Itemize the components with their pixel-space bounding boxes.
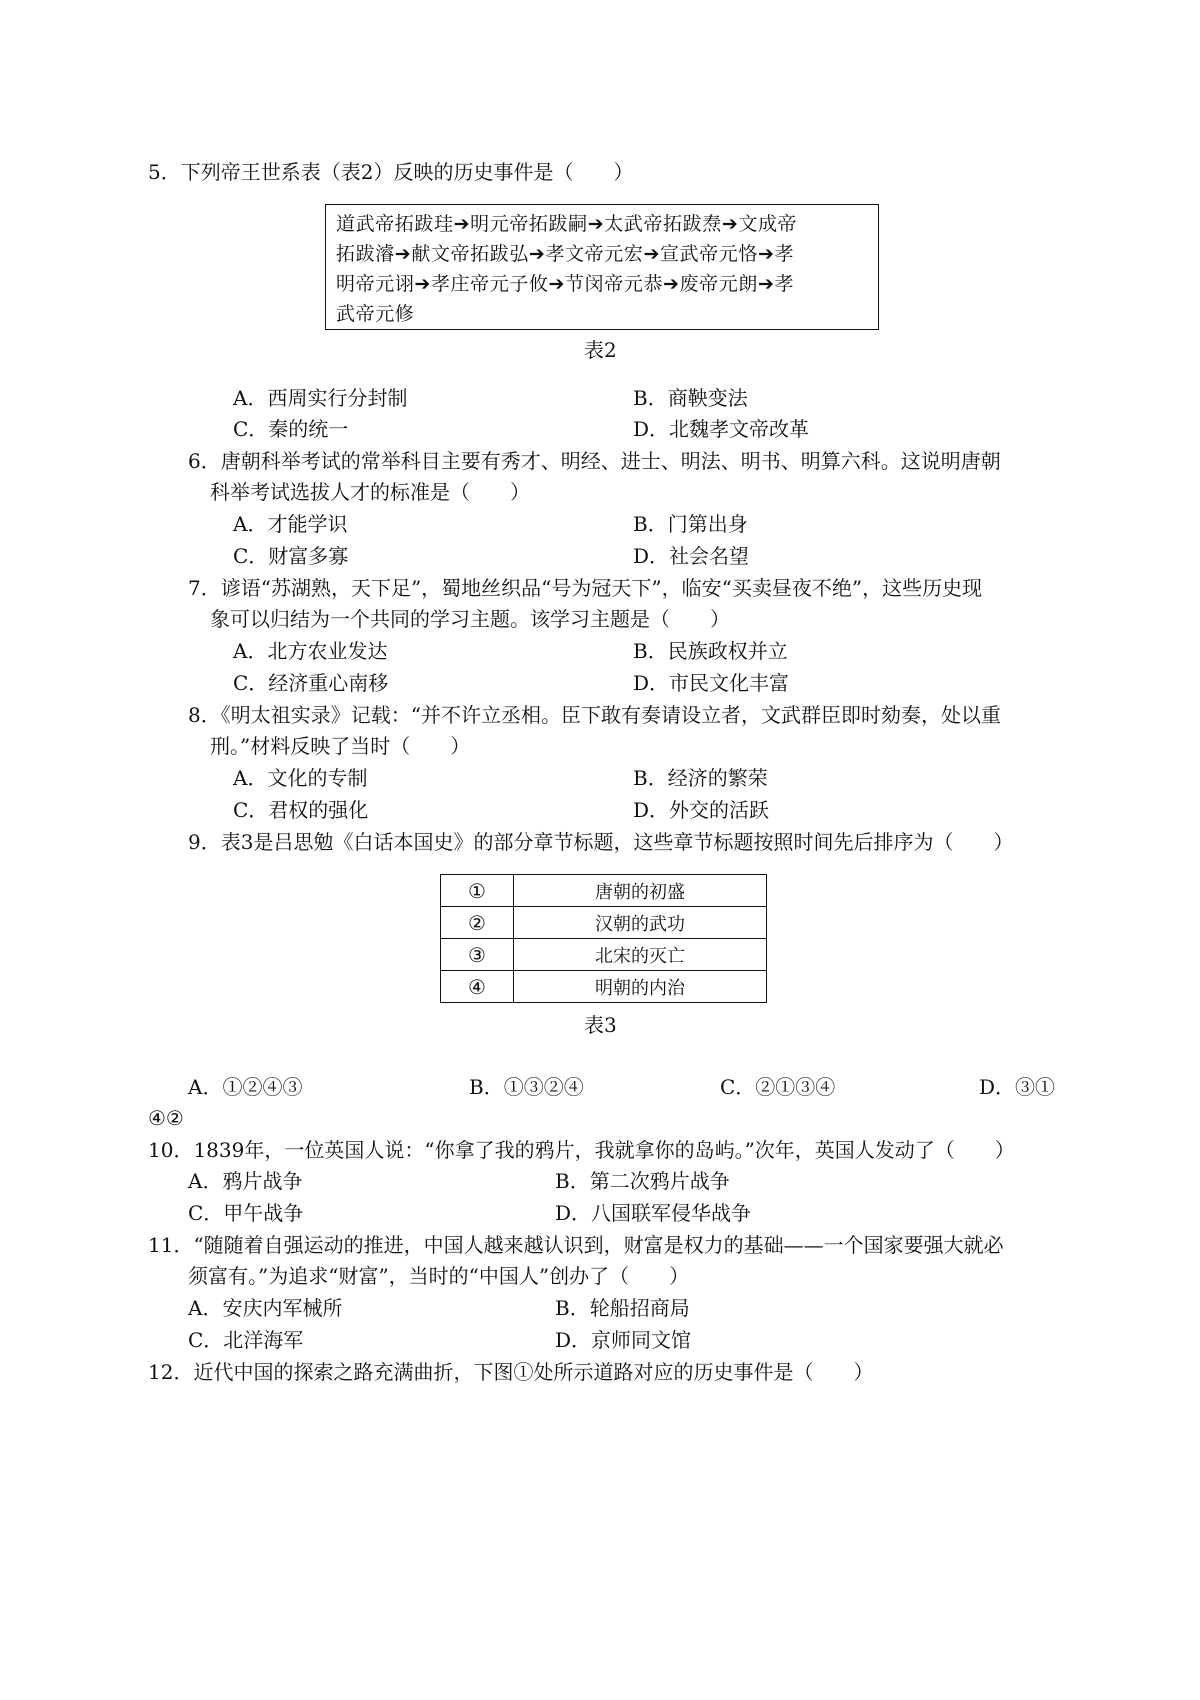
question-9-option-c: C．②①③④ bbox=[720, 1075, 836, 1099]
question-12-stem: 12．近代中国的探索之路充满曲折，下图①处所示道路对应的历史事件是（ ） bbox=[148, 1360, 874, 1384]
table-2-emperor-lineage bbox=[325, 204, 879, 330]
table-3-cell-title: 北宋的灭亡 bbox=[514, 939, 767, 971]
question-7-option-c: C．经济重心南移 bbox=[233, 671, 389, 695]
table-3-cell-number: ② bbox=[441, 907, 514, 939]
question-8-option-a: A．文化的专制 bbox=[233, 766, 368, 790]
question-6-stem-line-1: 6．唐朝科举考试的常举科目主要有秀才、明经、进士、明法、明书、明算六科。这说明唐朝 bbox=[188, 449, 1001, 473]
table-3-chapter-titles bbox=[440, 874, 767, 1003]
question-5-option-a: A．西周实行分封制 bbox=[233, 386, 408, 410]
question-7-stem-line-2: 象可以归结为一个共同的学习主题。该学习主题是（ ） bbox=[210, 607, 730, 631]
question-9-stem: 9．表3是吕思勉《白话本国史》的部分章节标题，这些章节标题按照时间先后排序为（ ） bbox=[188, 830, 1014, 854]
question-8-option-b: B．经济的繁荣 bbox=[633, 766, 768, 790]
question-7-option-d: D．市民文化丰富 bbox=[633, 671, 790, 695]
question-8-stem-line-2: 刑。”材料反映了当时（ ） bbox=[210, 734, 471, 758]
table-3-caption: 表3 bbox=[584, 1013, 617, 1037]
table-3-cell-title: 唐朝的初盛 bbox=[514, 875, 767, 907]
question-11-option-d: D．京师同文馆 bbox=[555, 1328, 692, 1352]
question-9-option-a: A．①②④③ bbox=[188, 1075, 303, 1099]
table-3-cell-number: ③ bbox=[441, 939, 514, 971]
question-11-stem-line-2: 须富有。”为追求“财富”，当时的“中国人”创办了（ ） bbox=[188, 1264, 690, 1288]
question-11-option-b: B．轮船招商局 bbox=[555, 1296, 690, 1320]
table-row bbox=[441, 875, 767, 907]
question-10-option-c: C．甲午战争 bbox=[188, 1201, 304, 1225]
table-row bbox=[441, 939, 767, 971]
question-11-stem-line-1: 11．“随随着自强运动的推进，中国人越来越认识到，财富是权力的基础——一个国家要强大就必 bbox=[148, 1233, 1004, 1257]
table-2-line: 拓跋濬➔献文帝拓跋弘➔孝文帝元宏➔宣武帝元恪➔孝 bbox=[336, 243, 795, 265]
question-5-option-b: B．商鞅变法 bbox=[633, 386, 748, 410]
question-5-option-d: D．北魏孝文帝改革 bbox=[633, 417, 810, 441]
question-6-option-c: C．财富多寡 bbox=[233, 544, 349, 568]
question-7-stem-line-1: 7．谚语“苏湖熟，天下足”，蜀地丝织品“号为冠天下”，临安“买卖昼夜不绝”，这些历史现 bbox=[188, 576, 983, 600]
question-6-option-b: B．门第出身 bbox=[633, 512, 748, 536]
question-9-option-d-wrap: ④② bbox=[148, 1106, 184, 1130]
question-10-option-a: A．鸦片战争 bbox=[188, 1169, 303, 1193]
question-6-option-a: A．才能学识 bbox=[233, 512, 348, 536]
question-5-option-c: C．秦的统一 bbox=[233, 417, 349, 441]
table-2-line: 明帝元诩➔孝庄帝元子攸➔节闵帝元恭➔废帝元朗➔孝 bbox=[336, 273, 795, 295]
question-11-option-c: C．北洋海军 bbox=[188, 1328, 304, 1352]
question-8-option-d: D．外交的活跃 bbox=[633, 798, 770, 822]
table-3-cell-number: ① bbox=[441, 875, 514, 907]
question-6-option-d: D．社会名望 bbox=[633, 544, 750, 568]
table-2-line: 武帝元修 bbox=[336, 303, 415, 325]
question-9-option-b: B．①③②④ bbox=[469, 1075, 584, 1099]
question-10-option-d: D．八国联军侵华战争 bbox=[555, 1201, 752, 1225]
table-3-cell-title: 明朝的内治 bbox=[514, 971, 767, 1003]
table-2-line: 道武帝拓跋珪➔明元帝拓跋嗣➔太武帝拓跋焘➔文成帝 bbox=[336, 213, 798, 235]
table-3-cell-title: 汉朝的武功 bbox=[514, 907, 767, 939]
question-8-option-c: C．君权的强化 bbox=[233, 798, 369, 822]
question-7-option-b: B．民族政权并立 bbox=[633, 639, 788, 663]
question-5-stem: 5．下列帝王世系表（表2）反映的历史事件是（ ） bbox=[148, 160, 634, 184]
question-7-option-a: A．北方农业发达 bbox=[233, 639, 388, 663]
question-6-stem-line-2: 科举考试选拔人才的标准是（ ） bbox=[210, 480, 530, 504]
table-2-caption: 表2 bbox=[584, 338, 617, 362]
table-row bbox=[441, 907, 767, 939]
table-row bbox=[441, 971, 767, 1003]
table-3-cell-number: ④ bbox=[441, 971, 514, 1003]
question-9-option-d: D．③① bbox=[979, 1075, 1056, 1099]
question-10-option-b: B．第二次鸦片战争 bbox=[555, 1169, 730, 1193]
question-10-stem: 10．1839年，一位英国人说：“你拿了我的鸦片，我就拿你的岛屿。”次年，英国人发动了（ ） bbox=[148, 1138, 1015, 1162]
question-11-option-a: A．安庆内军械所 bbox=[188, 1296, 343, 1320]
question-8-stem-line-1: 8．《明太祖实录》记载：“并不许立丞相。臣下敢有奏请设立者，文武群臣即时劾奏，处以重 bbox=[188, 703, 1001, 727]
